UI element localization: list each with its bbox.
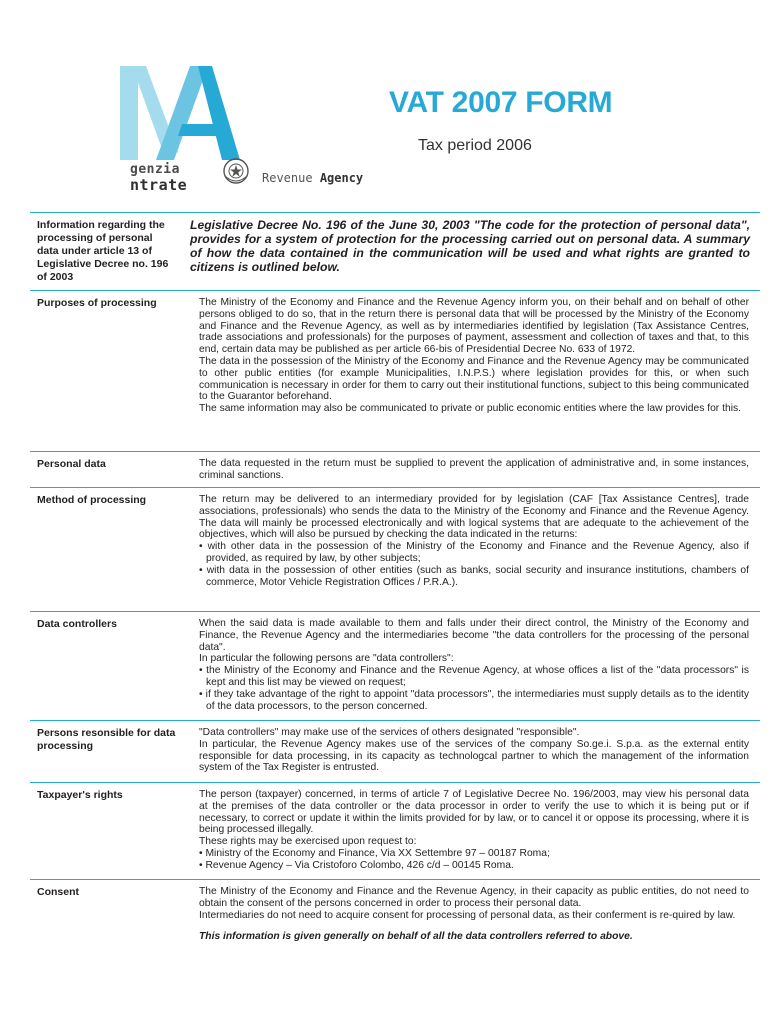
republic-emblem-icon	[221, 156, 251, 186]
section-divider	[30, 611, 760, 612]
bullet-item: • Ministry of the Economy and Finance, Via XX Settembre 97 – 00187 Roma;	[199, 847, 550, 859]
section-divider	[30, 879, 760, 880]
section-label-consent: Consent	[37, 886, 79, 898]
logo-revenue-word: Revenue	[262, 171, 313, 185]
paragraph: The same information may also be communicated to private or public economic entities where the law provides for this.	[199, 403, 741, 415]
form-title: VAT 2007 FORM	[389, 86, 613, 119]
section-text-personal-data	[199, 458, 749, 482]
paragraph: The data requested in the return must be supplied to prevent the application of administrative and, in some instances, criminal sanctions.	[199, 458, 749, 481]
section-divider	[30, 487, 760, 488]
section-label-taxpayer-rights: Taxpayer's rights	[37, 789, 123, 801]
paragraph: The data in the possession of the Ministry of the Economy and Finance and the Revenue Agency may be communicated to other public entities (for example Municipalities, I.N.P.S.) where legislation provides for this, or when such communication is necessary in order for them to carry out their institutional functions, subject to this being communicated to the Guarantor beforehand.	[199, 355, 749, 403]
intro-label: Information regarding the processing of personal data under article 13 of Legislative Decree no. 196 of 2003	[37, 219, 169, 283]
bullet-item: • Revenue Agency – Via Cristoforo Colombo, 426 c/d – 00145 Roma.	[199, 859, 514, 871]
paragraph: In particular the following persons are "data controllers":	[199, 653, 454, 665]
paragraph: "Data controllers" may make use of the services of others designated "responsible".	[199, 727, 580, 738]
form-subtitle: Tax period 2006	[418, 137, 532, 154]
paragraph: When the said data is made available to them and falls under their direct control, the Ministry of the Economy and Finance, the Revenue Agency and the intermediaries become "the data controllers for the processing of the personal data".	[199, 618, 749, 653]
intro-text: Legislative Decree No. 196 of the June 30, 2003 "The code for the protection of personal data", provides for a system of protection for the processing carried out on personal data. A summary of how the data contained in the communication will be used and what rights are granted to citizens is outlined below.	[190, 218, 750, 274]
bullet-item: • with data in the possession of other entities (such as banks, social security and insurance institutions, chambers of commerce, Motor Vehicle Registration Offices / P.R.A.).	[199, 564, 749, 588]
section-label-data-controllers: Data controllers	[37, 618, 117, 630]
section-divider	[30, 720, 760, 721]
section-label-method: Method of processing	[37, 494, 147, 506]
section-text-consent	[199, 886, 749, 943]
paragraph: The person (taxpayer) concerned, in terms of article 7 of Legislative Decree No. 196/2003, may view his personal data at the premises of the data controller or the data processor in order to verify the use to which it is being put or if necessary, to correct or update it within the limits provided for by law, or to cancel it or oppose its processing, where it is being processed illegally.	[199, 789, 749, 836]
section-label-persons-responsible: Persons resonsible for data processing	[37, 727, 176, 752]
section-text-data-controllers	[199, 618, 749, 712]
paragraph: In particular, the Revenue Agency makes use of the services of the company So.ge.i. S.p.a. as the external entity responsible for data processing, in its capacity as technologcal partner to which the management of the information system of the Tax Register is entrusted.	[199, 738, 749, 774]
ma-logo-mark	[112, 62, 247, 162]
logo-text-agenzia: genzia	[130, 162, 180, 177]
section-divider	[30, 782, 760, 783]
paragraph: These rights may be exercised upon request to:	[199, 836, 417, 848]
section-divider	[30, 451, 760, 452]
section-divider	[30, 290, 760, 291]
section-label-personal-data: Personal data	[37, 458, 106, 470]
section-divider	[30, 212, 760, 213]
paragraph: The Ministry of the Economy and Finance and the Revenue Agency inform you, on their behalf and on behalf of other persons obliged to do so, that in the return there is personal data that will be processed by the Ministry of the Economy and Finance and the Revenue Agency, as well as by intermediaries identified by legislation (Tax Assistance Centres, trade associations and professionals) for the purposes of payment, assessment and collection of taxes and that, to this end, certain data may be published as per article 66-bis of Presidential Decree No. 633 of 1972.	[199, 297, 749, 356]
section-text-taxpayer-rights	[199, 789, 749, 872]
section-text-persons-responsible	[199, 727, 749, 774]
logo-text-entrate: ntrate	[130, 176, 188, 194]
logo-agency-word: Agency	[319, 171, 364, 185]
section-text-method	[199, 494, 749, 588]
paragraph: The Ministry of the Economy and Finance and the Revenue Agency, in their capacity as public entities, do not need to obtain the consent of the persons concerned in order to process their personal data.	[199, 886, 749, 909]
section-label-purposes: Purposes of processing	[37, 297, 157, 309]
bullet-item: • the Ministry of the Economy and Finance and the Revenue Agency, at whose offices a list of the "data processors" is kept and this list may be viewed on request;	[199, 665, 749, 688]
revenue-agency-logo	[112, 62, 402, 197]
paragraph: Intermediaries do not need to acquire consent for processing of personal data, as their conferment is re-quired by law.	[199, 909, 736, 921]
paragraph: The return may be delivered to an intermediary provided for by legislation (CAF [Tax Assistance Centres], trade associations, professionals) who sends the data to the Ministry of the Economy and Finance and the Revenue Agency. The data will mainly be processed electronically and with logical systems that are adequate to the achievement of the objectives, which will also be pursued by checking the data indicated in the returns:	[199, 494, 749, 541]
closing-statement: This information is given generally on behalf of all the data controllers referred to above.	[199, 931, 633, 943]
section-text-purposes	[199, 297, 749, 415]
logo-revenue-agency	[262, 171, 363, 185]
bullet-item: • if they take advantage of the right to appoint "data processors", the intermediaries must supply details as to the identity of the data processors, to the person concerned.	[199, 688, 749, 712]
bullet-item: • with other data in the possession of the Ministry of the Economy and Finance and the Revenue Agency, also if provided, as required by law, by other subjects;	[199, 541, 749, 564]
